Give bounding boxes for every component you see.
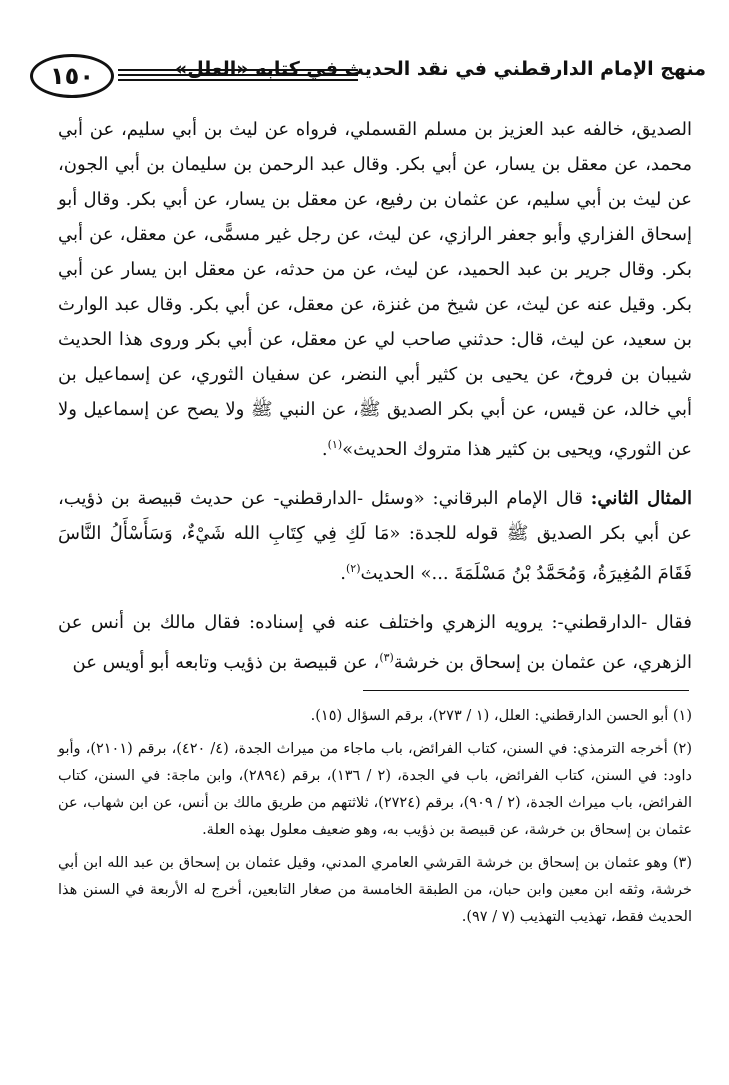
- footnote-2: (٢) أخرجه الترمذي: في السنن، كتاب الفرائض، باب ماجاء من ميراث الجدة، (٤/ ٤٢٠)، برقم (٢١٠١)، وأبو داود: في السنن، كتاب الفرائض، باب في الجدة، (٢ / ١٣٦)، برقم (٢٨٩٤)، وابن ماجة: في السنن، كتاب الفرائض، باب ميراث الجدة، (٢ / ٩٠٩)، برقم (٢٧٢٤)، ثلاثتهم من طريق مالك بن أنس، عن ابن شهاب، عن عثمان بن إسحاق بن خرشة، عن قبيصة بن ذؤيب به، وهو ضعيف معلول بهذه العلة.: [58, 741, 692, 838]
- footnote-1: (١) أبو الحسن الدارقطني: العلل، (١ / ٢٧٣)، برقم السؤال (١٥).: [310, 708, 692, 724]
- page-number: ١٥٠: [30, 54, 114, 98]
- footnote-ref-3: (٣): [379, 651, 394, 664]
- footnote-divider: [363, 690, 689, 691]
- footnotes: [58, 703, 692, 937]
- paragraph-3: فقال -الدارقطني-: يرويه الزهري واختلف عنه في إسناده: فقال مالك بن أنس عن الزهري، عن عثمان بن إسحاق بن خرشة$^{(٣)}$، عن قبيصة بن ذؤيب وتابعه أبو أويس عن: [58, 612, 692, 673]
- example-label: المثال الثاني:: [590, 488, 692, 509]
- running-title: منهج الإمام الدارقطني في نقد الحديث في كتابه «العلل»: [174, 58, 706, 80]
- paragraph-2: المثال الثاني: قال الإمام البرقاني: «وسئل -الدارقطني- عن حديث قبيصة بن ذؤيب، عن أبي بكر الصديق ﷺ قوله للجدة: «مَا لَكِ فِي كِتَابِ الله شَيْءٌ، وَسَأَسْأَلُ النَّاسَ فَقَامَ المُغِيرَةُ، وَمُحَمَّدُ بْنُ مَسْلَمَةَ ...» الحديث$^{(٢)}$.: [58, 488, 692, 584]
- main-text: [58, 112, 692, 680]
- page-header: [30, 50, 706, 102]
- footnote-ref-2: (٢): [345, 562, 361, 575]
- paragraph-1: الصديق، خالفه عبد العزيز بن مسلم القسملي، فرواه عن ليث بن أبي سليم، عن أبي محمد، عن معقل بن يسار، عن أبي بكر. وقال عبد الرحمن بن سليمان بن أبي الجون، عن ليث بن أبي سليم، عن عثمان بن رفيع، عن معقل بن يسار، عن أبي بكر. وقال أبو إسحاق الفزاري وأبو جعفر الرازي، عن ليث، عن رجل غير مسمًّى، عن معقل، عن أبي بكر. وقال جرير بن عبد الحميد، عن ليث، عن من حدثه، عن معقل ابن يسار عن أبي بكر. وقيل عنه عن ليث، عن شيخ من غنزة، عن معقل، عن أبي بكر. وقال عبد الوارث بن سعيد، عن ليث، قال: حدثني صاحب لي عن معقل، عن أبي بكر وروى هذا الحديث شيبان بن فروخ، عن يحيى بن كثير أبي النضر، عن سفيان الثوري، عن إسماعيل بن أبي خالد، عن قيس، عن أبي بكر الصديق ﷺ، عن النبي ﷺ ولا يصح عن إسماعيل ولا عن الثوري، ويحيى بن كثير هذا متروك الحديث»$^{(١)}$.: [58, 119, 693, 460]
- footnote-3: (٣) وهو عثمان بن إسحاق بن خرشة القرشي العامري المدني، وقيل عثمان بن إسحاق بن عبد الله ابن أبي خرشة، وثقه ابن معين وابن حبان، من الطبقة الخامسة من صغار التابعين، أخرج له الأربعة في السنن هذا الحديث فقط، تهذيب التهذيب (٧ / ٩٧).: [58, 855, 693, 925]
- footnote-ref-1: (١): [327, 438, 343, 451]
